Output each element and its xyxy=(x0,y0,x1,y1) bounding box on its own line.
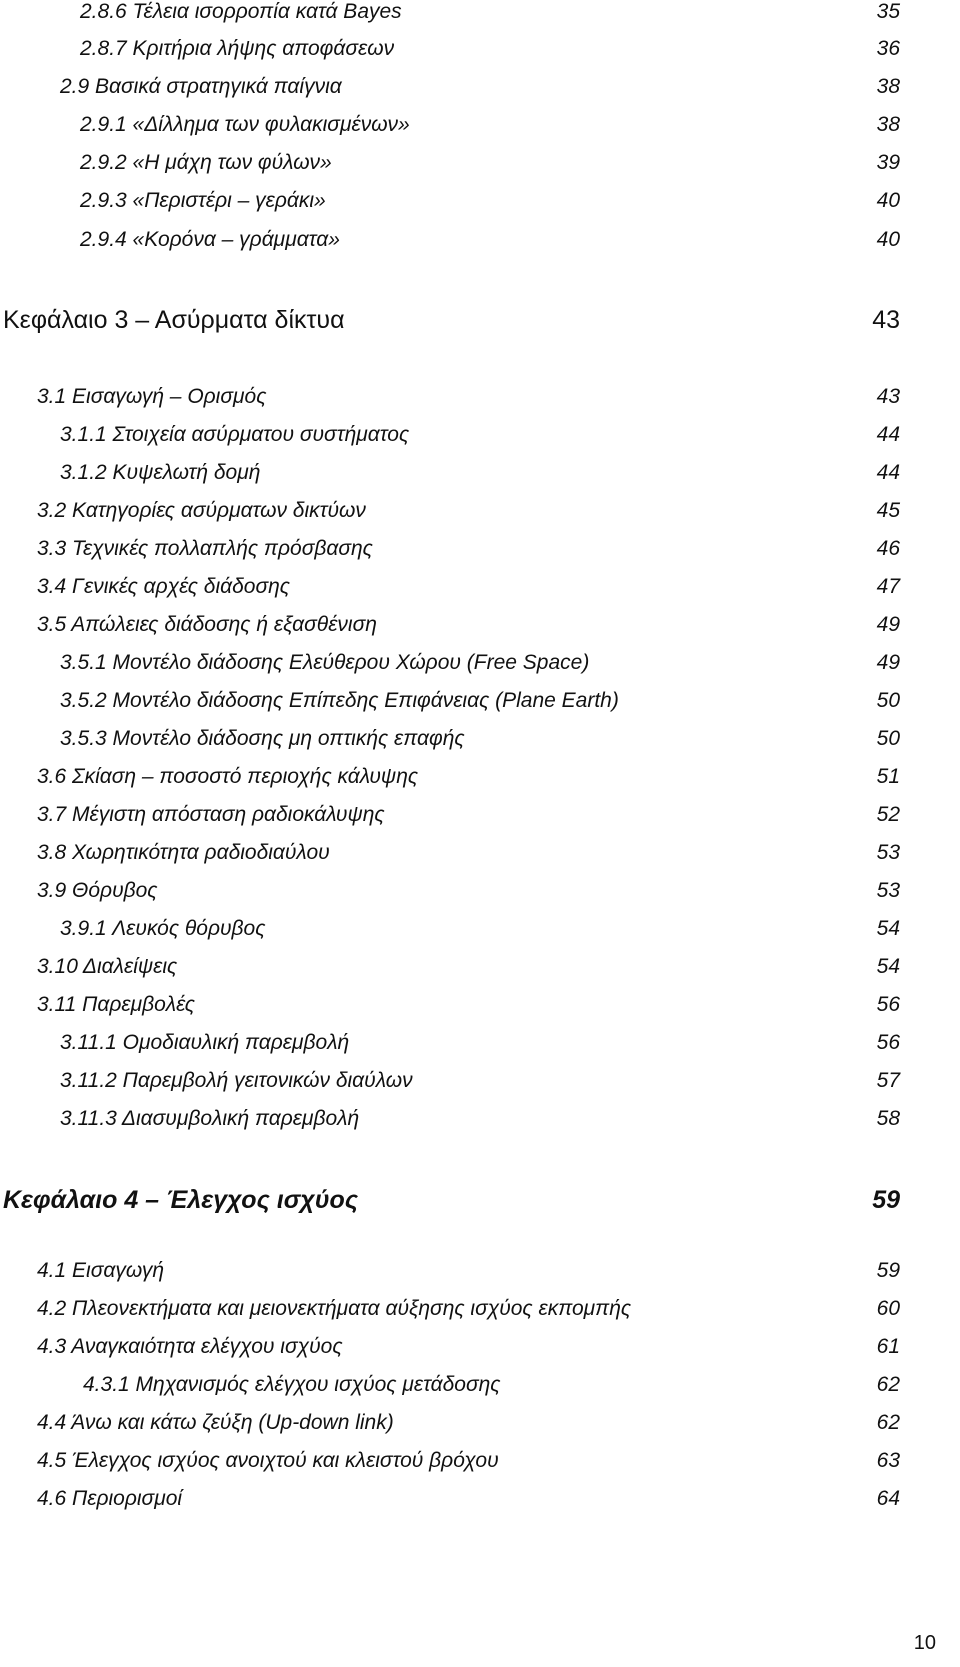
toc-entry-page: 54 xyxy=(876,917,900,940)
toc-entry-title: 2.8.7 Κριτήρια λήψης αποφάσεων xyxy=(80,37,395,60)
toc-chapter-page: 43 xyxy=(872,306,900,334)
toc-chapter-title: Κεφάλαιο 3 – Ασύρματα δίκτυα xyxy=(3,306,345,334)
toc-entry xyxy=(0,838,960,868)
toc-chapter-heading xyxy=(0,1182,960,1218)
toc-entry-page: 50 xyxy=(876,689,900,712)
toc-entry-page: 59 xyxy=(876,1259,900,1282)
toc-entry-page: 45 xyxy=(876,499,900,522)
toc-entry xyxy=(0,1066,960,1096)
toc-entry xyxy=(0,0,960,27)
toc-entry-page: 50 xyxy=(876,727,900,750)
toc-entry-page: 46 xyxy=(876,537,900,560)
toc-entry-title: 4.3 Αναγκαιότητα ελέγχου ισχύος xyxy=(37,1335,343,1358)
toc-entry xyxy=(0,876,960,906)
toc-entry-page: 53 xyxy=(876,841,900,864)
toc-entry-page: 38 xyxy=(876,113,900,136)
toc-entry xyxy=(0,800,960,830)
toc-entry xyxy=(0,34,960,64)
toc-entry-title: 3.1.1 Στοιχεία ασύρματου συστήματος xyxy=(60,423,410,446)
toc-entry-page: 36 xyxy=(876,37,900,60)
toc-entry-page: 49 xyxy=(876,613,900,636)
toc-entry-title: 3.8 Χωρητικότητα ραδιοδιαύλου xyxy=(37,841,330,864)
toc-entry xyxy=(0,990,960,1020)
toc-entry-page: 64 xyxy=(876,1487,900,1510)
toc-entry-title: 3.11 Παρεμβολές xyxy=(37,993,195,1016)
toc-entry xyxy=(0,762,960,792)
toc-entry-page: 62 xyxy=(876,1373,900,1396)
toc-entry xyxy=(0,110,960,140)
toc-chapter-title: Κεφάλαιο 4 – Έλεγχος ισχύος xyxy=(3,1186,359,1214)
toc-entry-page: 57 xyxy=(876,1069,900,1092)
toc-entry-page: 60 xyxy=(876,1297,900,1320)
toc-entry-page: 40 xyxy=(876,189,900,212)
toc-entry-page: 40 xyxy=(876,228,900,251)
toc-entry xyxy=(0,1446,960,1476)
toc-entry xyxy=(0,1370,960,1400)
toc-entry-title: 3.7 Μέγιστη απόσταση ραδιοκάλυψης xyxy=(37,803,385,826)
toc-entry-page: 39 xyxy=(876,151,900,174)
toc-entry xyxy=(0,952,960,982)
toc-entry-title: 3.9.1 Λευκός θόρυβος xyxy=(60,917,266,940)
toc-chapter-page: 59 xyxy=(872,1186,900,1214)
toc-entry xyxy=(0,1294,960,1324)
toc-entry-page: 53 xyxy=(876,879,900,902)
toc-entry xyxy=(0,686,960,716)
toc-entry-title: 4.3.1 Μηχανισμός ελέγχου ισχύος μετάδοσης xyxy=(83,1373,501,1396)
toc-entry xyxy=(0,420,960,450)
toc-entry-title: 2.9 Βασικά στρατηγικά παίγνια xyxy=(60,75,342,98)
toc-entry xyxy=(0,458,960,488)
toc-entry-title: 3.11.2 Παρεμβολή γειτονικών διαύλων xyxy=(60,1069,413,1092)
toc-entry-title: 3.11.1 Ομοδιαυλική παρεμβολή xyxy=(60,1031,350,1054)
toc-entry-title: 3.11.3 Διασυμβολική παρεμβολή xyxy=(60,1107,360,1130)
toc-entry-title: 4.1 Εισαγωγή xyxy=(37,1259,164,1282)
toc-entry-title: 3.10 Διαλείψεις xyxy=(37,955,178,978)
toc-entry-title: 3.6 Σκίαση – ποσοστό περιοχής κάλυψης xyxy=(37,765,419,788)
toc-entry-title: 2.9.4 «Κορόνα – γράμματα» xyxy=(80,228,340,251)
toc-entry-page: 61 xyxy=(876,1335,900,1358)
toc-entry-title: 2.9.2 «Η μάχη των φύλων» xyxy=(80,151,332,174)
toc-entry-title: 4.6 Περιορισμοί xyxy=(37,1487,183,1510)
toc-entry-page: 43 xyxy=(876,385,900,408)
toc-entry-title: 2.9.1 «Δίλλημα των φυλακισμένων» xyxy=(80,113,410,136)
toc-entry xyxy=(0,1484,960,1514)
toc-entry-title: 3.1.2 Κυψελωτή δομή xyxy=(60,461,261,484)
toc-entry-title: 3.2 Κατηγορίες ασύρματων δικτύων xyxy=(37,499,366,522)
toc-entry xyxy=(0,648,960,678)
toc-entry-title: 3.9 Θόρυβος xyxy=(37,879,158,902)
toc-entry-page: 38 xyxy=(876,75,900,98)
toc-chapter-heading xyxy=(0,302,960,338)
toc-entry xyxy=(0,1332,960,1362)
toc-entry-title: 3.1 Εισαγωγή – Ορισμός xyxy=(37,385,267,408)
toc-entry-page: 49 xyxy=(876,651,900,674)
toc-entry xyxy=(0,496,960,526)
toc-entry xyxy=(0,1408,960,1438)
toc-entry xyxy=(0,148,960,178)
page-number: 10 xyxy=(913,1632,936,1654)
toc-entry-title: 4.2 Πλεονεκτήματα και μειονεκτήματα αύξησης ισχύος εκπομπής xyxy=(37,1297,632,1320)
toc-entry-page: 62 xyxy=(876,1411,900,1434)
toc-entry-page: 56 xyxy=(876,1031,900,1054)
toc-entry-page: 52 xyxy=(876,803,900,826)
toc-entry xyxy=(0,186,960,216)
toc-entry-page: 47 xyxy=(876,575,900,598)
toc-entry xyxy=(0,610,960,640)
toc-entry-title: 2.9.3 «Περιστέρι – γεράκι» xyxy=(80,189,326,212)
toc-entry-title: 4.5 Έλεγχος ισχύος ανοιχτού και κλειστού βρόχου xyxy=(37,1449,499,1472)
toc-entry-title: 3.5.3 Μοντέλο διάδοσης μη οπτικής επαφής xyxy=(60,727,465,750)
toc-entry-page: 58 xyxy=(876,1107,900,1130)
toc-entry-title: 3.5 Απώλειες διάδοσης ή εξασθένιση xyxy=(37,613,377,636)
toc-entry-page: 51 xyxy=(876,765,900,788)
toc-entry-title: 4.4 Άνω και κάτω ζεύξη (Up-down link) xyxy=(37,1411,394,1434)
toc-entry-title: 3.3 Τεχνικές πολλαπλής πρόσβασης xyxy=(37,537,373,560)
toc-entry xyxy=(0,1256,960,1286)
toc-entry-title: 2.8.6 Τέλεια ισορροπία κατά Bayes xyxy=(80,0,402,23)
toc-entry-page: 56 xyxy=(876,993,900,1016)
toc-entry-page: 44 xyxy=(876,461,900,484)
toc-entry xyxy=(0,72,960,102)
toc-entry xyxy=(0,1028,960,1058)
toc-entry xyxy=(0,382,960,412)
toc-entry-title: 3.4 Γενικές αρχές διάδοσης xyxy=(37,575,290,598)
toc-entry xyxy=(0,914,960,944)
toc-entry-page: 35 xyxy=(876,0,900,23)
toc-entry-page: 44 xyxy=(876,423,900,446)
toc-entry-page: 54 xyxy=(876,955,900,978)
toc-entry-page: 63 xyxy=(876,1449,900,1472)
toc-entry xyxy=(0,534,960,564)
toc-entry xyxy=(0,724,960,754)
toc-entry xyxy=(0,1104,960,1134)
toc-entry xyxy=(0,572,960,602)
toc-entry-title: 3.5.2 Μοντέλο διάδοσης Επίπεδης Επιφάνειας (Plane Earth) xyxy=(60,689,619,712)
toc-entry-title: 3.5.1 Μοντέλο διάδοσης Ελεύθερου Χώρου (Free Space) xyxy=(60,651,590,674)
toc-entry xyxy=(0,225,960,255)
